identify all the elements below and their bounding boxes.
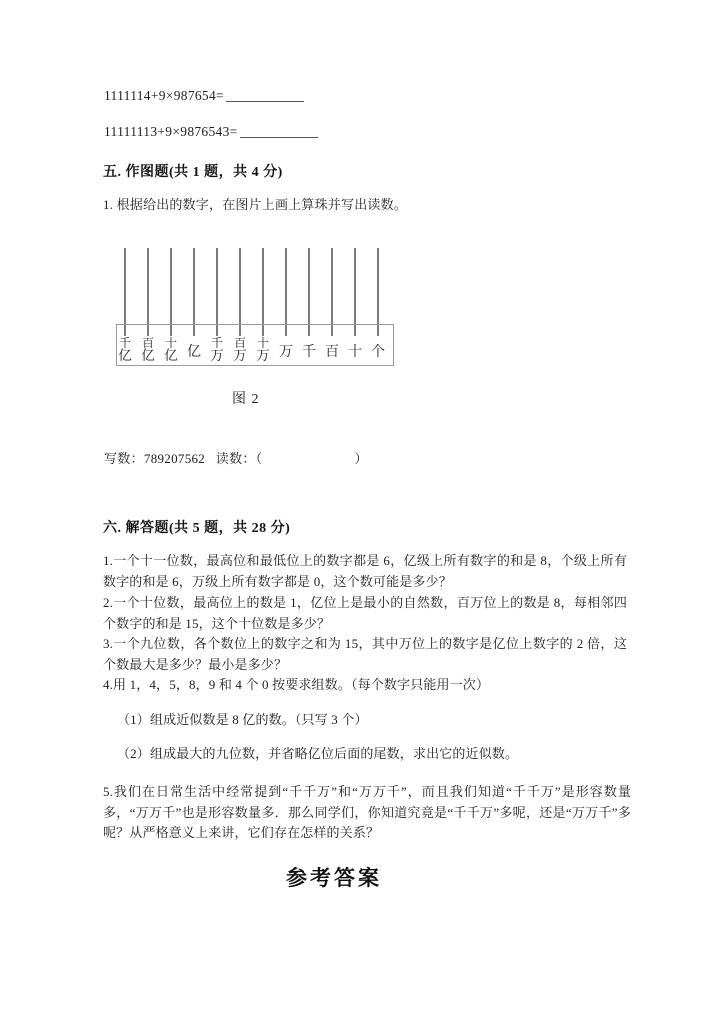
equation-text-1: 1111114+9×987654=	[104, 88, 224, 103]
place-value-bottom: 亿	[141, 348, 155, 364]
place-value-cell	[136, 337, 160, 363]
place-value-bottom: 万	[279, 344, 293, 360]
abacus-rod[interactable]	[377, 248, 379, 336]
equation-line-2	[104, 124, 318, 140]
place-value-bottom: 亿	[118, 348, 132, 364]
abacus-rod[interactable]	[308, 248, 310, 336]
place-value-cell	[228, 337, 252, 363]
place-value-top: 千	[118, 336, 131, 350]
abacus-rod[interactable]	[216, 248, 218, 336]
section-six-question-2: 2.一个十位数，最高位上的数是 1，亿位上是最小的自然数，百万位上的数是 8，每相邻四个数字的和是 15，这个十位数是多少？	[103, 595, 627, 631]
place-value-cell	[251, 337, 275, 363]
abacus-rod[interactable]	[193, 248, 195, 336]
abacus-rod[interactable]	[124, 248, 126, 336]
section-heading-five: 五. 作图题(共 1 题，共 4 分)	[103, 165, 283, 180]
abacus-place-value-box	[116, 324, 394, 366]
place-value-bottom: 个	[371, 344, 385, 360]
write-number-value: 789207562	[143, 451, 206, 466]
place-value-cell	[274, 346, 298, 360]
place-value-bottom: 千	[302, 344, 316, 360]
reference-answers-title: 参考答案	[286, 865, 382, 890]
equation-line-1	[104, 88, 304, 104]
place-value-cell	[366, 346, 390, 360]
abacus-rod[interactable]	[285, 248, 287, 336]
place-value-cell	[159, 337, 183, 363]
place-value-top: 百	[141, 336, 154, 350]
write-read-answer-row	[104, 448, 368, 467]
section-five-question-1: 1. 根据给出的数字，在图片上画上算珠并写出读数。	[103, 197, 408, 212]
place-value-bottom: 万	[233, 348, 247, 364]
place-value-cell	[343, 346, 367, 360]
place-value-bottom: 百	[325, 344, 339, 360]
write-number-label: 写数：	[104, 451, 144, 466]
abacus-rod[interactable]	[147, 248, 149, 336]
read-close-paren: ）	[354, 451, 368, 466]
equation-text-2: 11111113+9×9876543=	[104, 124, 238, 139]
read-number-label: 读数：	[215, 451, 256, 466]
place-value-top: 十	[164, 336, 177, 350]
place-value-top: 百	[233, 336, 246, 350]
place-value-cell	[182, 346, 206, 360]
place-value-cell	[320, 346, 344, 360]
section-six-subquestion-1: （1）组成近似数是 8 亿的数。（只写 3 个）	[117, 712, 368, 727]
abacus-rod[interactable]	[262, 248, 264, 336]
section-heading-six: 六. 解答题(共 5 题，共 28 分)	[103, 521, 291, 536]
read-open-paren: （	[255, 451, 263, 466]
abacus-rod[interactable]	[170, 248, 172, 336]
place-value-bottom: 十	[348, 344, 362, 360]
place-value-cell	[205, 337, 229, 363]
section-six-question-1: 1.一个十一位数，最高位和最低位上的数字都是 6，亿级上所有数字的和是 8，个级上所有数字的和是 6，万级上所有数字都是 0，这个数可能是多少？	[103, 553, 627, 589]
place-value-bottom: 亿	[164, 348, 178, 364]
section-six-question-5: 5.我们在日常生活中经常提到“千千万”和“万万千”，而且我们知道“千千万”是形容数量多，“万万千”也是形容数量多．那么同学们，你知道究竟是“千千万”多呢，还是“万万千”多呢？从严格意义上来讲，它们存在怎样的关系？	[103, 784, 631, 840]
place-value-cell	[113, 337, 137, 363]
abacus-rod[interactable]	[239, 248, 241, 336]
equation-blank-2[interactable]	[240, 137, 318, 138]
place-value-bottom: 亿	[187, 344, 201, 360]
place-value-top: 千	[210, 336, 223, 350]
place-value-bottom: 万	[256, 348, 270, 364]
place-value-bottom: 万	[210, 348, 224, 364]
abacus-rod[interactable]	[354, 248, 356, 336]
figure-caption: 图 2	[232, 392, 260, 407]
section-six-question-4: 4.用 1，4，5，8，9 和 4 个 0 按要求组数。（每个数字只能用一次）	[103, 677, 490, 692]
place-value-cell	[297, 346, 321, 360]
place-value-top: 十	[256, 336, 269, 350]
equation-blank-1[interactable]	[226, 101, 304, 102]
section-six-subquestion-2: （2）组成最大的九位数，并省略亿位后面的尾数，求出它的近似数。	[117, 746, 519, 761]
abacus-rod[interactable]	[331, 248, 333, 336]
abacus-figure	[118, 246, 396, 368]
section-six-question-3: 3.一个九位数，各个数位上的数字之和为 15，其中万位上的数字是亿位上数字的 2 倍，这个数最大是多少？最小是多少？	[103, 636, 627, 672]
